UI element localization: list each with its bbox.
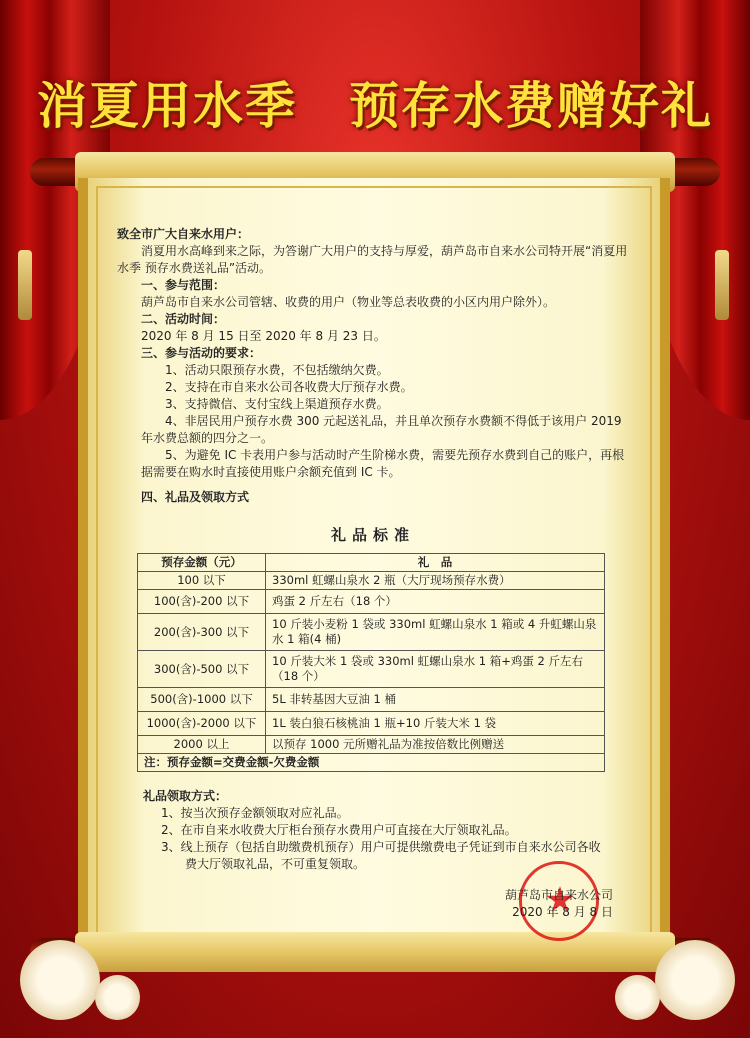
gift-cell: 鸡蛋 2 斤左右（18 个）: [266, 590, 605, 614]
gift-cell: 以预存 1000 元所赠礼品为准按倍数比例赠送: [266, 736, 605, 754]
signature-company: 葫芦岛市自来水公司: [504, 888, 613, 902]
table-row: [138, 651, 605, 688]
gift-cell: 330ml 虹螺山泉水 2 瓶（大厅现场预存水费）: [266, 572, 605, 590]
requirement-item: 2、支持在市自来水公司各收费大厅预存水费。: [165, 380, 413, 394]
tassel-right: [715, 250, 729, 320]
table-row: [138, 688, 605, 712]
letter-body: [117, 226, 629, 506]
table-row: [138, 590, 605, 614]
salutation: 致全市广大自来水用户：: [117, 227, 250, 241]
gift-cell: 10 斤装大米 1 袋或 330ml 虹螺山泉水 1 箱+鸡蛋 2 斤左右（18 个）: [266, 651, 605, 688]
drum-right-small: [615, 975, 660, 1020]
requirement-item: 1、活动只限预存水费，不包括缴纳欠费。: [165, 363, 389, 377]
amount-cell: 2000 以上: [138, 736, 266, 754]
signature: [483, 887, 613, 921]
tassel-left: [18, 250, 32, 320]
amount-cell: 300(含)-500 以下: [138, 651, 266, 688]
amount-cell: 500(含)-1000 以下: [138, 688, 266, 712]
gift-cell: 5L 非转基因大豆油 1 桶: [266, 688, 605, 712]
signature-date: 2020 年 8 月 8 日: [512, 905, 613, 919]
signature-area: [117, 887, 629, 931]
amount-cell: 1000(含)-2000 以下: [138, 712, 266, 736]
table-row: [138, 712, 605, 736]
section-2-title: 二、活动时间：: [141, 312, 226, 326]
poster-title: 消夏用水季 预存水费赠好礼: [37, 77, 713, 135]
gift-cell: 1L 装白狼石核桃油 1 瓶+10 斤装大米 1 袋: [266, 712, 605, 736]
claim-item: 3、线上预存（包括自助缴费机预存）用户可提供缴费电子凭证到市自来水公司各收费大厅领取礼品，不可重复领取。: [161, 840, 601, 871]
section-4-title: 四、礼品及领取方式: [141, 490, 250, 504]
section-1-title: 一、参与范围：: [141, 278, 226, 292]
claim-method: [143, 788, 603, 873]
table-note-row: [138, 754, 605, 772]
requirement-item: 4、非居民用户预存水费 300 元起送礼品，并且单次预存水费额不得低于该用户 2019 年水费总额的四分之一。: [141, 414, 622, 445]
table-note: 注：预存金额=交费金额-欠费金额: [138, 754, 605, 772]
section-3-title: 三、参与活动的要求：: [141, 346, 262, 360]
drum-left-small: [95, 975, 140, 1020]
section-1-body: 葫芦岛市自来水公司管辖、收费的用户（物业等总表收费的小区内用户除外）。: [141, 295, 556, 309]
gift-table-title: 礼品标准: [330, 526, 415, 544]
intro-paragraph: 消夏用水高峰到来之际，为答谢广大用户的支持与厚爱，葫芦岛市自来水公司特开展“消夏用水季 预存水费送礼品”活动。: [117, 244, 628, 275]
table-header-row: [138, 554, 605, 572]
claim-item: 2、在市自来水收费大厅柜台预存水费用户可直接在大厅领取礼品。: [161, 823, 517, 837]
header-amount: 预存金额（元）: [138, 554, 266, 572]
gift-table: [137, 553, 605, 772]
requirement-item: 3、支持微信、支付宝线上渠道预存水费。: [165, 397, 389, 411]
header-gift: 礼 品: [266, 554, 605, 572]
amount-cell: 200(含)-300 以下: [138, 614, 266, 651]
amount-cell: 100 以下: [138, 572, 266, 590]
drum-left-large: [20, 940, 100, 1020]
table-row: [138, 572, 605, 590]
table-row: [138, 614, 605, 651]
amount-cell: 100(含)-200 以下: [138, 590, 266, 614]
claim-item: 1、按当次预存金额领取对应礼品。: [161, 806, 349, 820]
claim-title: 礼品领取方式：: [143, 789, 228, 803]
requirement-item: 5、为避免 IC 卡表用户参与活动时产生阶梯水费，需要先预存水费到自己的账户，再根据需要在购水时直接使用账户余额充值到 IC 卡。: [141, 448, 625, 479]
table-row: [138, 736, 605, 754]
drum-right-large: [655, 940, 735, 1020]
gift-cell: 10 斤装小麦粉 1 袋或 330ml 虹螺山泉水 1 箱或 4 升虹螺山泉水 1 箱(4 桶): [266, 614, 605, 651]
document-content: [117, 226, 629, 931]
section-2-body: 2020 年 8 月 15 日至 2020 年 8 月 23 日。: [141, 329, 386, 343]
scroll-roll-bottom: [75, 932, 675, 972]
